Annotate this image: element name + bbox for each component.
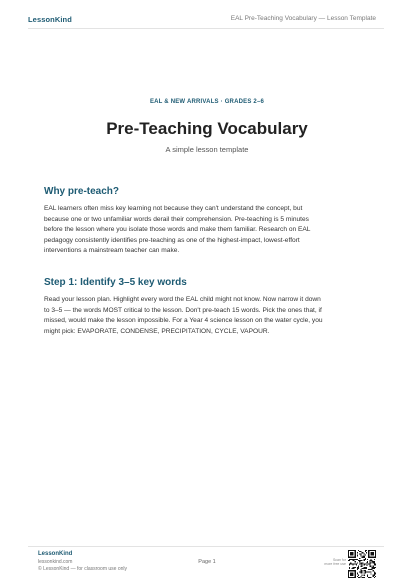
page-number: Page 1: [198, 559, 216, 565]
section-text-line: before the lesson where you isolate those words and make them familiar. Research on EAL: [44, 226, 311, 233]
page-subtitle: A simple lesson template: [165, 145, 249, 154]
section-text-line: missed, would make the lesson impossible. For a Year 4 science lesson on the water cycle, you: [44, 317, 323, 324]
section-heading: Why pre-teach?: [44, 186, 120, 197]
footer-brand: LessonKind: [38, 551, 73, 557]
section-heading: Step 1: Identify 3–5 key words: [44, 277, 187, 288]
section-text-line: Read your lesson plan. Highlight every word the EAL child might not know. Now narrow it down: [44, 296, 321, 303]
section-text-line: to 3–5 — the words MOST critical to the lesson. Don't pre-teach 15 words. Pick the ones that, if: [44, 306, 322, 314]
hero-kicker: EAL & NEW ARRIVALS · GRADES 2–6: [149, 99, 265, 105]
page-title: Pre-Teaching Vocabulary: [106, 119, 308, 138]
scan-caption-line: more free use: [324, 562, 346, 567]
footer-site-link[interactable]: lessonkind.com: [38, 559, 73, 565]
scan-caption: [314, 558, 346, 566]
qr-code-icon: [348, 550, 376, 578]
footer-divider: [28, 546, 384, 547]
section-text-line: EAL learners often miss key learning not because they can't understand the concept, but: [44, 205, 303, 212]
section-text-line: pedagogy consistently identifies pre-teaching as one of the highest-impact, lowest-effort: [44, 236, 300, 244]
section-text-line: because one or two unfamiliar words derail their comprehension. Pre-teaching is 5 minutes: [44, 215, 309, 223]
header-document-title: EAL Pre-Teaching Vocabulary — Lesson Template: [230, 15, 376, 22]
section-step-1: [44, 277, 378, 337]
scan-caption-line: Scan for: [332, 558, 346, 562]
footer-copyright: © LessonKind — for classroom use only: [38, 566, 128, 572]
section-why-pre-teach: [44, 186, 378, 257]
page-header: [28, 15, 376, 27]
section-text-line: interventions a mainstream teacher can make.: [44, 247, 180, 254]
header-brand: LessonKind: [28, 15, 72, 24]
section-text-line: might pick: EVAPORATE, CONDENSE, PRECIPITATION, CYCLE, VAPOUR.: [44, 327, 270, 335]
header-divider: [28, 28, 384, 29]
